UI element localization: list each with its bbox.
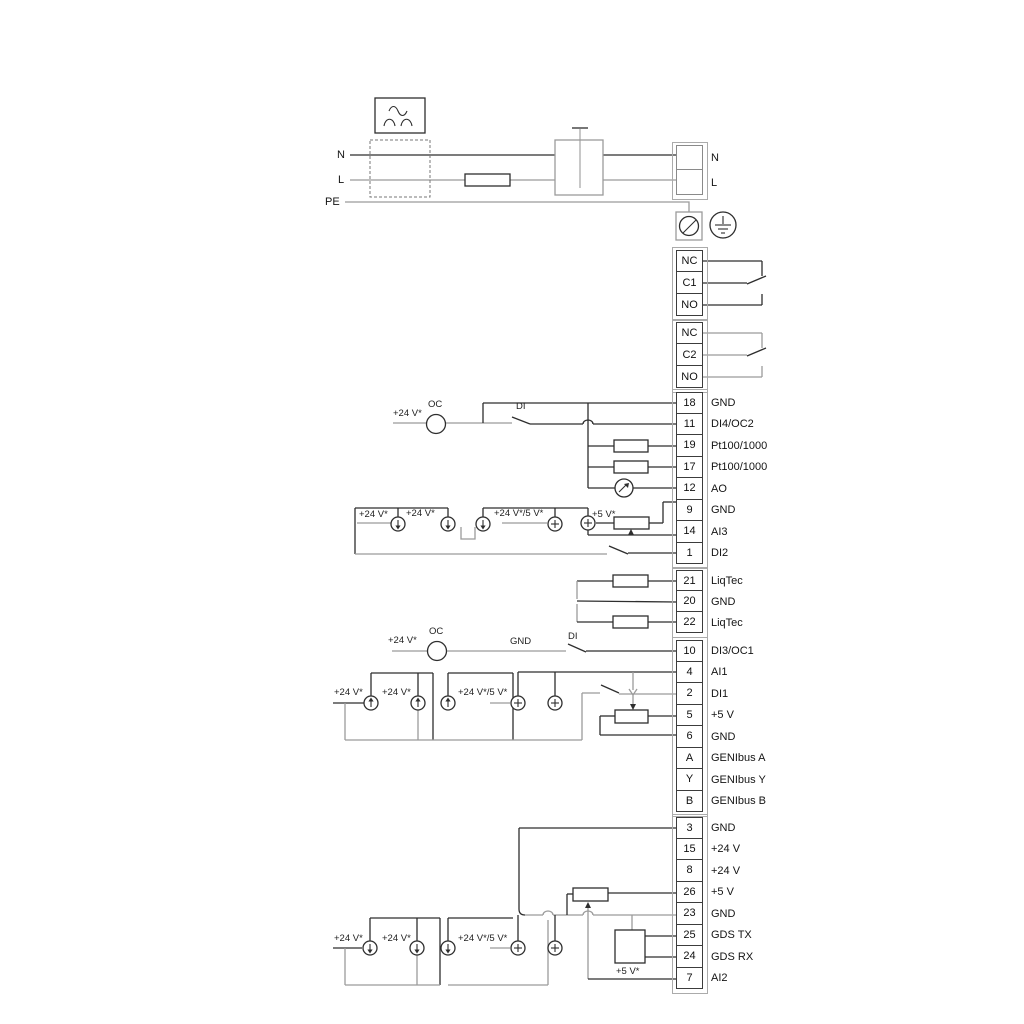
terminal-row-2 (676, 683, 766, 705)
terminal-label: +24 V (711, 864, 741, 877)
terminal-row-24 (676, 946, 753, 968)
terminal-cell: 22 (676, 612, 703, 633)
section-di4 (393, 403, 676, 497)
terminal-row-NC (676, 250, 703, 272)
terminal-cell: 9 (676, 500, 703, 522)
label-di: DI (568, 631, 578, 642)
label-5v: +5 V* (616, 966, 640, 977)
terminal-row-17 (676, 457, 767, 479)
terminal-row-26 (676, 882, 753, 904)
filter-box (370, 140, 430, 197)
label-oc: OC (429, 626, 444, 637)
terminal-cell: 7 (676, 968, 703, 990)
terminal-cell: 20 (676, 591, 703, 612)
terminal-row-14 (676, 521, 767, 543)
terminal-row-10 (676, 640, 766, 662)
pt100-resistor-icon (614, 461, 648, 473)
terminal-cell: 12 (676, 478, 703, 500)
terminal-block-liqtec (676, 570, 743, 633)
terminal-label: +5 V (711, 886, 734, 899)
terminal-row-21 (676, 570, 743, 591)
label-n: N (337, 149, 345, 161)
terminal-label: N (711, 151, 719, 164)
terminal-row-5 (676, 705, 766, 727)
terminal-row-19 (676, 435, 767, 457)
terminal-cell: 4 (676, 662, 703, 684)
terminal-cell: C2 (676, 344, 703, 366)
terminal-label: AI2 (711, 972, 728, 985)
screw-terminal-icon (680, 217, 699, 236)
terminal-row-NC (676, 322, 703, 344)
terminal-block-relay1 (676, 250, 703, 316)
terminal-cell: 14 (676, 521, 703, 543)
terminal-row-B (676, 791, 766, 813)
terminal-label: DI1 (711, 687, 729, 700)
terminal-cell: A (676, 748, 703, 770)
terminal-label: GND (711, 504, 736, 517)
label-24v-5v: +24 V*/5 V* (458, 687, 508, 698)
label-24v: +24 V* (334, 687, 363, 698)
main-switch-box (555, 140, 603, 195)
label-24v: +24 V* (382, 933, 411, 944)
analog-meter-icon (615, 479, 633, 497)
terminal-row-Y (676, 769, 766, 791)
terminal-block-relay2 (676, 322, 703, 388)
terminal-label: Pt100/1000 (711, 439, 768, 452)
terminal-block-nl (676, 145, 719, 195)
oc-source-icon (428, 642, 447, 661)
terminal-label: Pt100/1000 (711, 461, 768, 474)
terminal-label: +5 V (711, 709, 734, 722)
terminal-row-C1 (676, 272, 703, 294)
label-24v: +24 V* (382, 687, 411, 698)
terminal-row-C2 (676, 344, 703, 366)
terminal-label: LiqTec (711, 574, 743, 587)
terminal-row-NO (676, 294, 703, 316)
label-24v: +24 V* (359, 509, 388, 520)
terminal-cell: 26 (676, 882, 703, 904)
terminal-cell: 19 (676, 435, 703, 457)
terminal-row-NO (676, 366, 703, 388)
terminal-cell: C1 (676, 272, 703, 294)
terminal-cell: NO (676, 294, 703, 316)
terminal-row-3 (676, 817, 753, 839)
terminal-cell: NO (676, 366, 703, 388)
terminal-cell: NC (676, 250, 703, 272)
terminal-label: AI1 (711, 666, 728, 679)
pt100-resistor-icon (614, 440, 648, 452)
terminal-row-20 (676, 591, 743, 612)
oc-source-icon (427, 415, 446, 434)
wiper-arrow-icon (628, 529, 634, 535)
terminal-row-7 (676, 968, 753, 990)
label-pe: PE (325, 196, 340, 208)
terminal-row-15 (676, 839, 753, 861)
ac-supply-box (375, 98, 425, 133)
terminal-cell: 24 (676, 946, 703, 968)
relay1-contacts (702, 261, 766, 305)
label-24v: +24 V* (393, 408, 422, 419)
terminal-cell: 21 (676, 570, 703, 591)
label-24v-5v: +24 V*/5 V* (494, 508, 544, 519)
terminal-label: L (711, 176, 718, 189)
liqtec-sensor-icon (613, 575, 648, 587)
terminal-row-22 (676, 612, 743, 633)
terminal-row-25 (676, 925, 753, 947)
terminal-cell: 23 (676, 903, 703, 925)
label-gnd: GND (510, 636, 532, 647)
terminal-row-12 (676, 478, 767, 500)
terminal-label: GDS TX (711, 929, 752, 942)
terminal-cell: 5 (676, 705, 703, 727)
terminal-cell (676, 170, 703, 195)
terminal-label: GND (711, 730, 736, 743)
liqtec-sensor-icon (613, 616, 648, 628)
terminal-row-6 (676, 726, 766, 748)
terminal-label: AI3 (711, 525, 728, 538)
terminal-cell: 1 (676, 543, 703, 565)
label-24v: +24 V* (334, 933, 363, 944)
terminal-label: GND (711, 396, 736, 409)
terminal-row-L (676, 170, 719, 195)
terminal-cell (676, 145, 703, 170)
terminal-label: GND (711, 821, 736, 834)
fuse-icon (465, 174, 510, 186)
terminal-label: DI3/OC1 (711, 644, 754, 657)
wiper-arrow-icon (630, 704, 636, 710)
terminal-row-18 (676, 392, 767, 414)
terminal-row-23 (676, 903, 753, 925)
terminal-row-N (676, 145, 719, 170)
terminal-label: DI4/OC2 (711, 418, 754, 431)
terminal-cell: 3 (676, 817, 703, 839)
label-l: L (338, 174, 345, 186)
terminal-label: GENIbus A (711, 752, 766, 765)
terminal-row-11 (676, 414, 767, 436)
terminal-label: GENIbus Y (711, 773, 766, 786)
terminal-row-1 (676, 543, 767, 565)
terminal-cell: 6 (676, 726, 703, 748)
terminal-row-A (676, 748, 766, 770)
terminal-label: GND (711, 907, 736, 920)
terminal-label: DI2 (711, 547, 729, 560)
label-24v-5v: +24 V*/5 V* (458, 933, 508, 944)
terminal-cell: 18 (676, 392, 703, 414)
terminal-row-8 (676, 860, 753, 882)
gds-sensor-box (615, 930, 645, 963)
terminal-cell: 8 (676, 860, 703, 882)
label-24v: +24 V* (406, 508, 435, 519)
terminal-cell: Y (676, 769, 703, 791)
potentiometer-icon (573, 888, 608, 901)
section-liqtec (577, 575, 676, 628)
terminal-cell: 10 (676, 640, 703, 662)
terminal-cell: 15 (676, 839, 703, 861)
terminal-label: GENIbus B (711, 795, 767, 808)
potentiometer-icon (615, 710, 648, 723)
terminal-cell: NC (676, 322, 703, 344)
terminal-block-c (676, 817, 753, 989)
terminal-cell: 25 (676, 925, 703, 947)
label-24v: +24 V* (388, 635, 417, 646)
terminal-label: AO (711, 482, 727, 495)
terminal-label: GND (711, 595, 736, 608)
relay2-contacts (702, 333, 766, 377)
terminal-cell: 2 (676, 683, 703, 705)
terminal-cell: B (676, 791, 703, 813)
label-di: DI (516, 401, 526, 412)
terminal-row-4 (676, 662, 766, 684)
label-oc: OC (428, 399, 443, 410)
terminal-label: +24 V (711, 843, 741, 856)
terminal-block-a (676, 392, 767, 564)
terminal-label: LiqTec (711, 616, 743, 629)
terminal-block-b (676, 640, 766, 812)
wiper-arrow-icon (585, 902, 591, 908)
potentiometer-icon (614, 517, 649, 529)
terminal-cell: 17 (676, 457, 703, 479)
label-5v: +5 V* (592, 509, 616, 520)
section-ai2 (333, 828, 676, 985)
terminal-cell: 11 (676, 414, 703, 436)
terminal-label: GDS RX (711, 950, 754, 963)
terminal-row-9 (676, 500, 767, 522)
